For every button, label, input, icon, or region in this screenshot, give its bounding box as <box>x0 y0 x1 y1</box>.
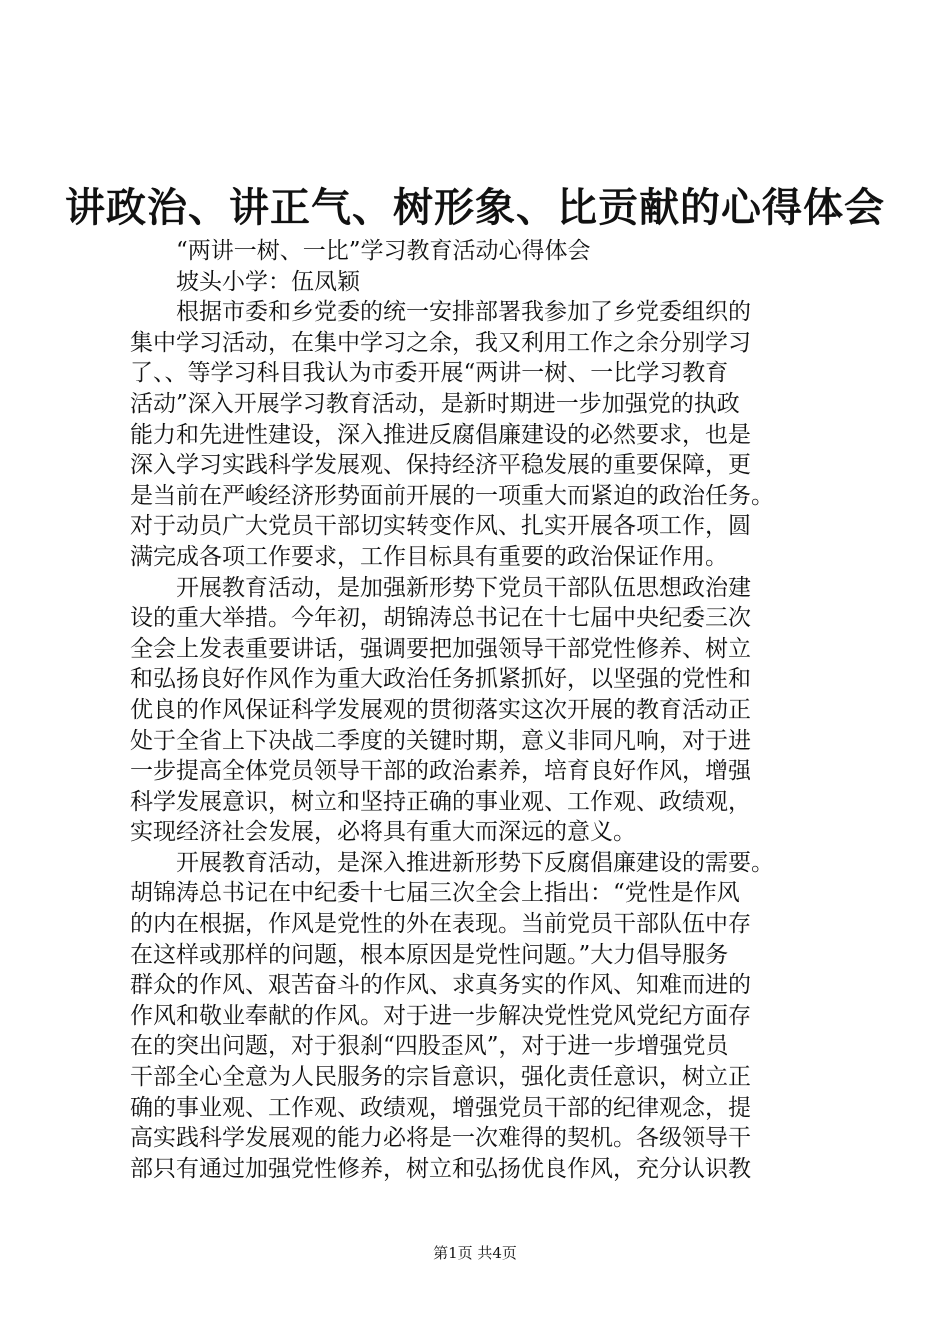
text-line: 作风和敬业奉献的作风。对于进一步解决党性党风党纪方面存 <box>130 1002 751 1029</box>
text-line: 全会上发表重要讲话，强调要把加强领导干部党性修养、树立 <box>130 635 751 662</box>
page-number-footer: 第1页 共4页 <box>433 1244 517 1262</box>
text-line: 的内在根据，作风是党性的外在表现。当前党员干部队伍中存 <box>130 911 751 938</box>
text-line: 集中学习活动，在集中学习之余，我又利用工作之余分别学习 <box>130 329 751 356</box>
text-line: 设的重大举措。今年初，胡锦涛总书记在十七届中央纪委三次 <box>130 605 751 632</box>
text-line: 科学发展意识，树立和坚持正确的事业观、工作观、政绩观， <box>130 788 751 815</box>
text-line: 处于全省上下决战二季度的关键时期，意义非同凡响，对于进 <box>130 727 751 754</box>
text-line: 实现经济社会发展，必将具有重大而深远的意义。 <box>130 819 636 846</box>
document-title: 讲政治、讲正气、树形象、比贡献的心得体会 <box>65 185 885 231</box>
text-line: 部只有通过加强党性修养，树立和弘扬优良作风，充分认识教 <box>130 1155 751 1182</box>
text-line: 开展教育活动，是深入推进新形势下反腐倡廉建设的需要。 <box>176 849 774 876</box>
text-line: 了、、等学习科目我认为市委开展“两讲一树、一比学习教育 <box>130 360 729 387</box>
text-line: 在的突出问题，对于狠刹“四股歪风”，对于进一步增强党员 <box>130 1033 729 1060</box>
text-line: 和弘扬良好作风作为重大政治任务抓紧抓好，以坚强的党性和 <box>130 666 751 693</box>
text-line: 根据市委和乡党委的统一安排部署我参加了乡党委组织的 <box>176 299 751 326</box>
author-line: 坡头小学：伍凤颖 <box>176 268 360 295</box>
text-line: 深入学习实践科学发展观、保持经济平稳发展的重要保障，更 <box>130 452 751 479</box>
text-line: 在这样或那样的问题，根本原因是党性问题。”大力倡导服务 <box>130 941 729 968</box>
text-line: 确的事业观、工作观、政绩观，增强党员干部的纪律观念，提 <box>130 1094 751 1121</box>
text-line: 一步提高全体党员领导干部的政治素养，培育良好作风，增强 <box>130 758 751 785</box>
text-line: 高实践科学发展观的能力必将是一次难得的契机。各级领导干 <box>130 1125 751 1152</box>
text-line: 对于动员广大党员干部切实转变作风、扎实开展各项工作，圆 <box>130 513 751 540</box>
text-line: 能力和先进性建设，深入推进反腐倡廉建设的必然要求，也是 <box>130 421 751 448</box>
text-line: 开展教育活动，是加强新形势下党员干部队伍思想政治建 <box>176 574 751 601</box>
text-line: 群众的作风、艰苦奋斗的作风、求真务实的作风、知难而进的 <box>130 972 751 999</box>
text-line: 满完成各项工作要求，工作目标具有重要的政治保证作用。 <box>130 543 728 570</box>
text-line: 胡锦涛总书记在中纪委十七届三次全会上指出：“党性是作风 <box>130 880 740 907</box>
text-line: 优良的作风保证科学发展观的贯彻落实这次开展的教育活动正 <box>130 696 751 723</box>
text-line: 是当前在严峻经济形势面前开展的一项重大而紧迫的政治任务。 <box>130 482 774 509</box>
paragraph-lines <box>130 297 832 1184</box>
document-body <box>130 236 832 1184</box>
text-line: 干部全心全意为人民服务的宗旨意识，强化责任意识，树立正 <box>130 1064 751 1091</box>
subtitle-line: “两讲一树、一比”学习教育活动心得体会 <box>176 238 591 264</box>
text-line: 活动”深入开展学习教育活动，是新时期进一步加强党的执政 <box>130 390 740 417</box>
